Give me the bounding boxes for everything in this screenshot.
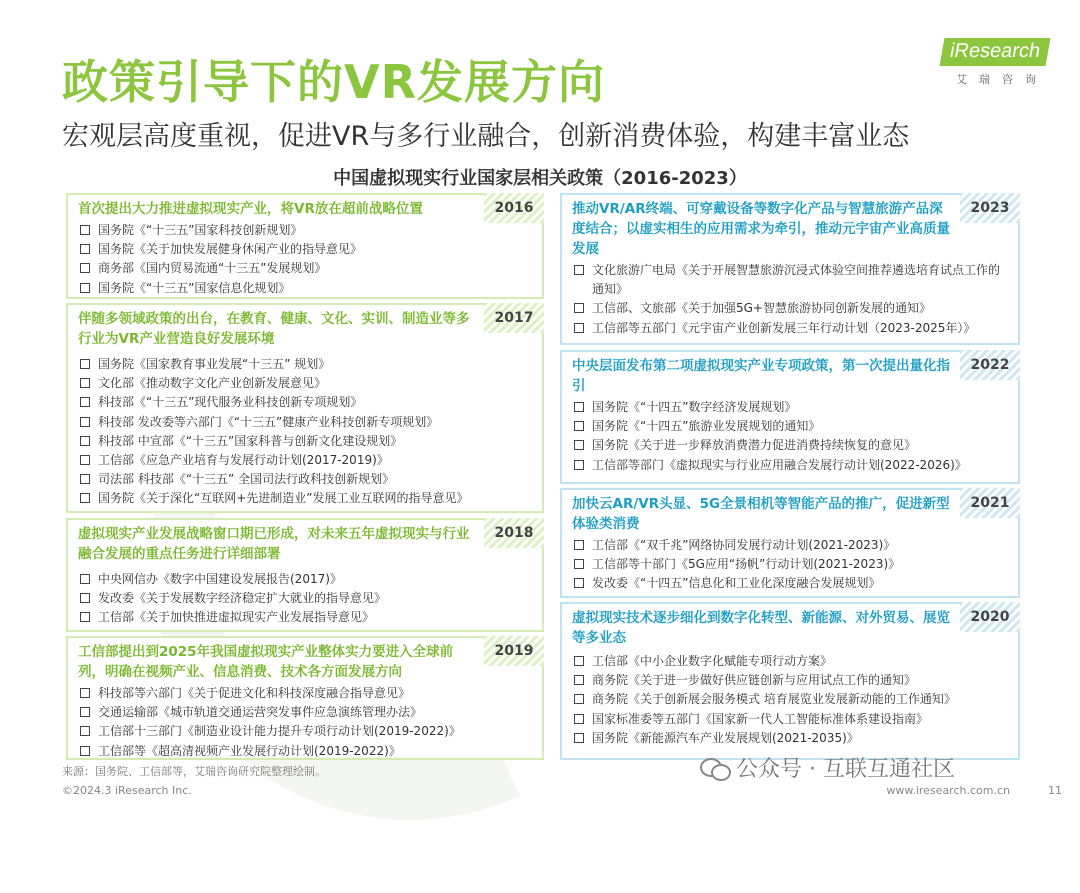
checkbox-icon bbox=[80, 397, 90, 407]
policy-item: 商务院《关于进一步做好供应链创新与应用试点工作的通知》 bbox=[572, 671, 1010, 690]
policy-headline: 首次提出大力推进虚拟现实产业，将VR放在超前战略位置 bbox=[78, 201, 423, 217]
checkbox-icon bbox=[80, 688, 90, 698]
policy-box-2016 bbox=[66, 193, 544, 299]
policy-item: 交通运输部《城市轨道交通运营突发事件应急演练管理办法》 bbox=[78, 703, 534, 722]
policy-item: 商务部《国内贸易流通“十三五”发展规划》 bbox=[78, 259, 534, 278]
policy-box-2021 bbox=[560, 488, 1020, 598]
checkbox-icon bbox=[80, 436, 90, 446]
page-title: 政策引导下的VR发展方向 bbox=[62, 55, 606, 109]
checkbox-icon bbox=[574, 440, 584, 450]
policy-list bbox=[78, 684, 534, 761]
policy-item: 国务院《关于加快发展健身休闲产业的指导意见》 bbox=[78, 240, 534, 259]
page-subtitle: 宏观层高度重视，促进VR与多行业融合，创新消费体验，构建丰富业态 bbox=[62, 121, 910, 152]
checkbox-icon bbox=[80, 726, 90, 736]
policy-item: 国家标准委等五部门《国家新一代人工智能标准体系建设指南》 bbox=[572, 710, 1010, 729]
policy-list bbox=[78, 355, 534, 509]
page-number: 11 bbox=[1048, 784, 1062, 797]
policy-item: 国务院《关于进一步释放消费潜力促进消费持续恢复的意见》 bbox=[572, 436, 1010, 455]
policy-box-2019 bbox=[66, 636, 544, 760]
policy-item: 发改委《关于发展数字经济稳定扩大就业的指导意见》 bbox=[78, 589, 534, 608]
year-badge: 2023 bbox=[960, 193, 1020, 223]
policy-item: 科技部 中宣部《“十三五”国家科普与创新文化建设规划》 bbox=[78, 432, 534, 451]
wechat-watermark-text: 公众号 · 互联互通社区 bbox=[736, 757, 955, 782]
section-title: 中国虚拟现实行业国家层相关政策（2016-2023） bbox=[333, 168, 747, 189]
checkbox-icon bbox=[80, 225, 90, 235]
checkbox-icon bbox=[80, 455, 90, 465]
checkbox-icon bbox=[574, 733, 584, 743]
policy-item: 国务院《“十三五”国家科技创新规划》 bbox=[78, 221, 534, 240]
checkbox-icon bbox=[574, 714, 584, 724]
checkbox-icon bbox=[80, 417, 90, 427]
policy-item: 工信部《应急产业培育与发展行动计划(2017-2019)》 bbox=[78, 451, 534, 470]
policy-item: 商务院《关于创新展会服务模式 培育展览业发展新动能的工作通知》 bbox=[572, 690, 1010, 709]
policy-item: 国务院《“十四五”旅游业发展规划的通知》 bbox=[572, 417, 1010, 436]
iresearch-logo bbox=[920, 38, 1048, 87]
policy-item: 司法部 科技部《“十三五” 全国司法行政科技创新规划》 bbox=[78, 470, 534, 489]
policy-item: 科技部 发改委等六部门《“十三五”健康产业科技创新专项规划》 bbox=[78, 413, 534, 432]
checkbox-icon bbox=[80, 493, 90, 503]
checkbox-icon bbox=[80, 283, 90, 293]
checkbox-icon bbox=[574, 460, 584, 470]
checkbox-icon bbox=[80, 707, 90, 717]
policy-item: 中央网信办《数字中国建设发展报告(2017)》 bbox=[78, 570, 534, 589]
checkbox-icon bbox=[80, 474, 90, 484]
policy-list bbox=[78, 221, 534, 298]
policy-item: 工信部等五部门《元宇宙产业创新发展三年行动计划（2023-2025年）》 bbox=[572, 319, 1010, 338]
checkbox-icon bbox=[80, 574, 90, 584]
policy-item: 工信部十三部门《制造业设计能力提升专项行动计划(2019-2022)》 bbox=[78, 722, 534, 741]
source-note: 来源：国务院、工信部等，艾瑞咨询研究院整理绘制。 bbox=[62, 765, 326, 778]
checkbox-icon bbox=[80, 593, 90, 603]
policy-list bbox=[572, 261, 1010, 338]
policy-item: 发改委《“十四五”信息化和工业化深度融合发展规划》 bbox=[572, 574, 1010, 593]
policy-item: 工信部《中小企业数字化赋能专项行动方案》 bbox=[572, 652, 1010, 671]
checkbox-icon bbox=[80, 263, 90, 273]
checkbox-icon bbox=[574, 694, 584, 704]
policy-box-2017 bbox=[66, 303, 544, 513]
policy-headline: 加快云AR/VR头显、5G全景相机等智能产品的推广，促进新型体验类消费 bbox=[572, 496, 950, 532]
checkbox-icon bbox=[80, 244, 90, 254]
policy-headline: 中央层面发布第二项虚拟现实产业专项政策，第一次提出量化指引 bbox=[572, 358, 950, 394]
policy-headline: 推动VR/AR终端、可穿戴设备等数字化产品与智慧旅游产品深度结合；以虚实相生的应用需求为牵引，推动元宇宙产业高质量发展 bbox=[572, 201, 950, 257]
year-badge: 2020 bbox=[960, 602, 1020, 632]
policy-list bbox=[78, 570, 534, 628]
checkbox-icon bbox=[574, 323, 584, 333]
year-badge: 2022 bbox=[960, 350, 1020, 380]
policy-box-2023 bbox=[560, 193, 1020, 345]
policy-box-2022 bbox=[560, 350, 1020, 484]
year-badge: 2016 bbox=[484, 193, 544, 223]
policy-list bbox=[572, 536, 1010, 594]
policy-item: 国务院《“十四五”数字经济发展规划》 bbox=[572, 398, 1010, 417]
policy-item: 国务院《新能源汽车产业发展规划(2021-2035)》 bbox=[572, 729, 1010, 748]
checkbox-icon bbox=[80, 359, 90, 369]
policy-item: 工信部等部门《虚拟现实与行业应用融合发展行动计划(2022-2026)》 bbox=[572, 456, 1010, 475]
wechat-watermark bbox=[700, 752, 955, 783]
policy-headline: 虚拟现实产业发展战略窗口期已形成，对未来五年虚拟现实与行业融合发展的重点任务进行详细部署 bbox=[78, 526, 470, 562]
policy-item: 文化部《推动数字文化产业创新发展意见》 bbox=[78, 374, 534, 393]
checkbox-icon bbox=[80, 378, 90, 388]
checkbox-icon bbox=[574, 421, 584, 431]
policy-item: 科技部《“十三五”现代服务业科技创新专项规划》 bbox=[78, 393, 534, 412]
checkbox-icon bbox=[574, 578, 584, 588]
policy-item: 科技部等六部门《关于促进文化和科技深度融合指导意见》 bbox=[78, 684, 534, 703]
checkbox-icon bbox=[574, 656, 584, 666]
checkbox-icon bbox=[574, 559, 584, 569]
policy-box-2020 bbox=[560, 602, 1020, 760]
policy-item: 工信部等《超高清视频产业发展行动计划(2019-2022)》 bbox=[78, 742, 534, 761]
policy-headline: 工信部提出到2025年我国虚拟现实产业整体实力要进入全球前列，明确在视频产业、信息消费、技术各方面发展方向 bbox=[78, 644, 454, 680]
footer-url[interactable]: www.iresearch.com.cn bbox=[886, 784, 1010, 797]
year-badge: 2021 bbox=[960, 488, 1020, 518]
year-badge: 2019 bbox=[484, 636, 544, 666]
policy-item: 工信部等十部门《5G应用“扬帆”行动计划(2021-2023)》 bbox=[572, 555, 1010, 574]
policy-item: 国务院《“十三五”国家信息化规划》 bbox=[78, 279, 534, 298]
policy-list bbox=[572, 652, 1010, 748]
checkbox-icon bbox=[80, 612, 90, 622]
checkbox-icon bbox=[574, 265, 584, 275]
wechat-icon bbox=[700, 756, 730, 780]
checkbox-icon bbox=[80, 746, 90, 756]
policy-item: 工信部、文旅部《关于加强5G+智慧旅游协同创新发展的通知》 bbox=[572, 299, 1010, 318]
logo-mark: iResearch bbox=[939, 38, 1050, 66]
checkbox-icon bbox=[574, 303, 584, 313]
policy-item: 国务院《关于深化“互联网+先进制造业”发展工业互联网的指导意见》 bbox=[78, 489, 534, 508]
checkbox-icon bbox=[574, 675, 584, 685]
checkbox-icon bbox=[574, 540, 584, 550]
year-badge: 2018 bbox=[484, 518, 544, 548]
policy-item: 工信部《关于加快推进虚拟现实产业发展指导意见》 bbox=[78, 608, 534, 627]
policy-box-2018 bbox=[66, 518, 544, 632]
policy-headline: 虚拟现实技术逐步细化到数字化转型、新能源、对外贸易、展览等多业态 bbox=[572, 610, 950, 646]
policy-item: 工信部《“双千兆”网络协同发展行动计划(2021-2023)》 bbox=[572, 536, 1010, 555]
policy-list bbox=[572, 398, 1010, 475]
policy-headline: 伴随多领域政策的出台，在教育、健康、文化、实训、制造业等多行业为VR产业营造良好发展环境 bbox=[78, 311, 470, 347]
footer-copyright: ©2024.3 iResearch Inc. bbox=[62, 784, 192, 797]
policy-item: 国务院《国家教育事业发展“十三五” 规划》 bbox=[78, 355, 534, 374]
year-badge: 2017 bbox=[484, 303, 544, 333]
logo-subtitle: 艾瑞咨询 bbox=[956, 73, 1048, 86]
policy-item: 文化旅游广电局《关于开展智慧旅游沉浸式体验空间推荐遴选培育试点工作的通知》 bbox=[572, 261, 1010, 299]
checkbox-icon bbox=[574, 402, 584, 412]
